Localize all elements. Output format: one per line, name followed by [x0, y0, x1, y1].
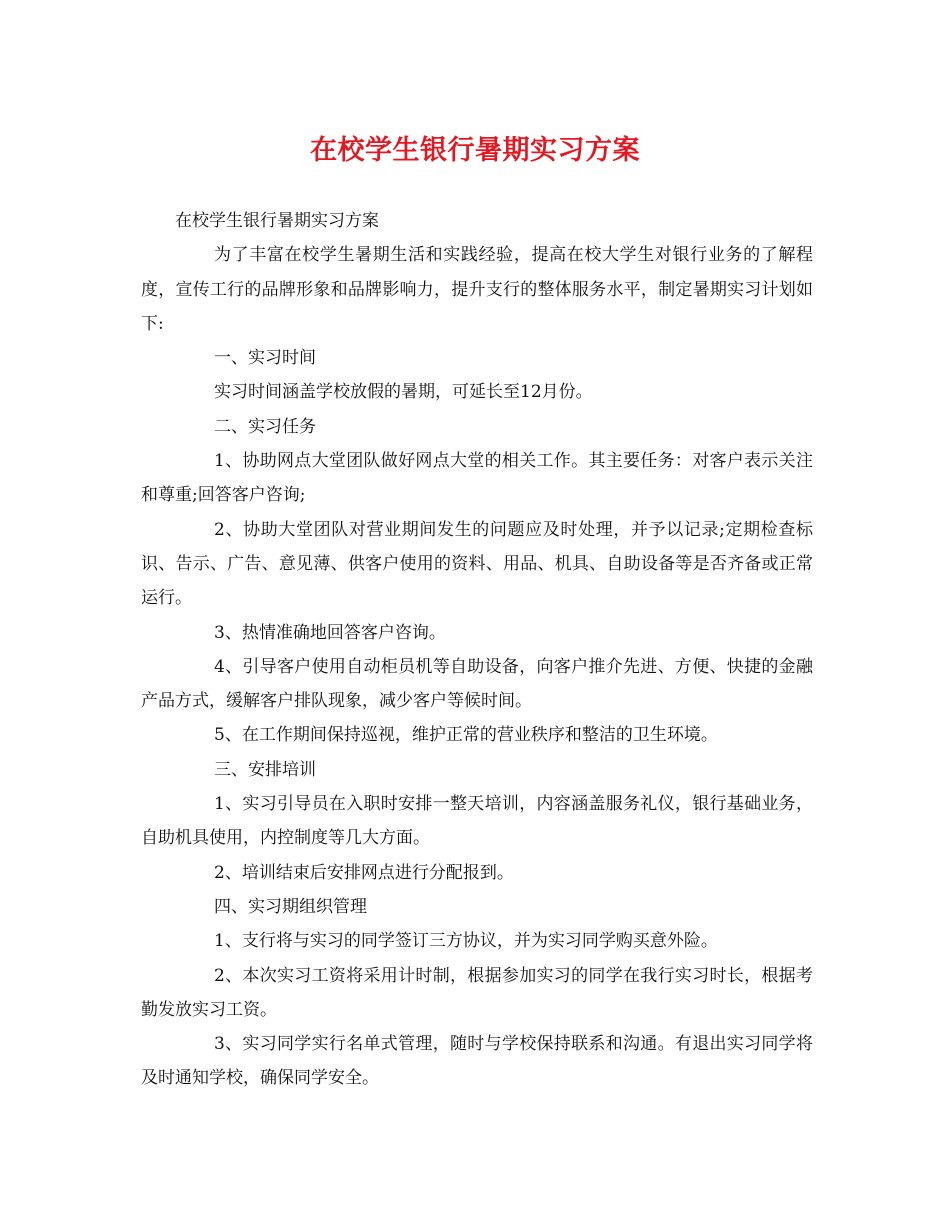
- task-item-5: 5、在工作期间保持巡视，维护正常的营业秩序和整洁的卫生环境。: [214, 725, 718, 746]
- management-item-1: 1、支行将与实习的同学签订三方协议，并为实习同学购买意外险。: [214, 931, 718, 952]
- training-item-2: 2、培训结束后安排网点进行分配报到。: [214, 862, 514, 883]
- section-heading-training: 三、安排培训: [214, 759, 316, 780]
- document-title: 在校学生银行暑期实习方案: [310, 135, 640, 166]
- management-item-2: 2、本次实习工资将采用计时制，根据参加实习的同学在我行实习时长，根据考勤发放实习工资。: [141, 965, 813, 1020]
- management-item-3: 3、实习同学实行名单式管理，随时与学校保持联系和沟通。有退出实习同学将及时通知学校，确保同学安全。: [141, 1034, 813, 1089]
- task-item-3: 3、热情准确地回答客户咨询。: [214, 622, 446, 643]
- training-item-1: 1、实习引导员在入职时安排一整天培训，内容涵盖服务礼仪，银行基础业务，自助机具使用，内控制度等几大方面。: [141, 794, 813, 849]
- section-heading-internship-tasks: 二、实习任务: [214, 416, 316, 437]
- task-item-1: 1、协助网点大堂团队做好网点大堂的相关工作。其主要任务：对客户表示关注和尊重;回答客户咨询;: [141, 451, 813, 506]
- task-item-4: 4、引导客户使用自动柜员机等自助设备，向客户推介先进、方便、快捷的金融产品方式，缓解客户排队现象，减少客户等候时间。: [141, 656, 813, 712]
- paragraph-internship-time: 实习时间涵盖学校放假的暑期，可延长至12月份。: [214, 382, 593, 403]
- document-body: [141, 204, 813, 1096]
- section-heading-management: 四、实习期组织管理: [214, 896, 367, 917]
- task-item-2: 2、协助大堂团队对营业期间发生的问题应及时处理，并予以记录;定期检查标识、告示、广告、意见薄、供客户使用的资料、用品、机具、自助设备等是否齐备或正常运行。: [141, 519, 813, 609]
- intro-paragraph: 为了丰富在校学生暑期生活和实践经验，提高在校大学生对银行业务的了解程度，宣传工行的品牌形象和品牌影响力，提升支行的整体服务水平，制定暑期实习计划如下:: [141, 245, 813, 334]
- document-subtitle: 在校学生银行暑期实习方案: [175, 211, 379, 231]
- section-heading-internship-time: 一、实习时间: [214, 348, 316, 369]
